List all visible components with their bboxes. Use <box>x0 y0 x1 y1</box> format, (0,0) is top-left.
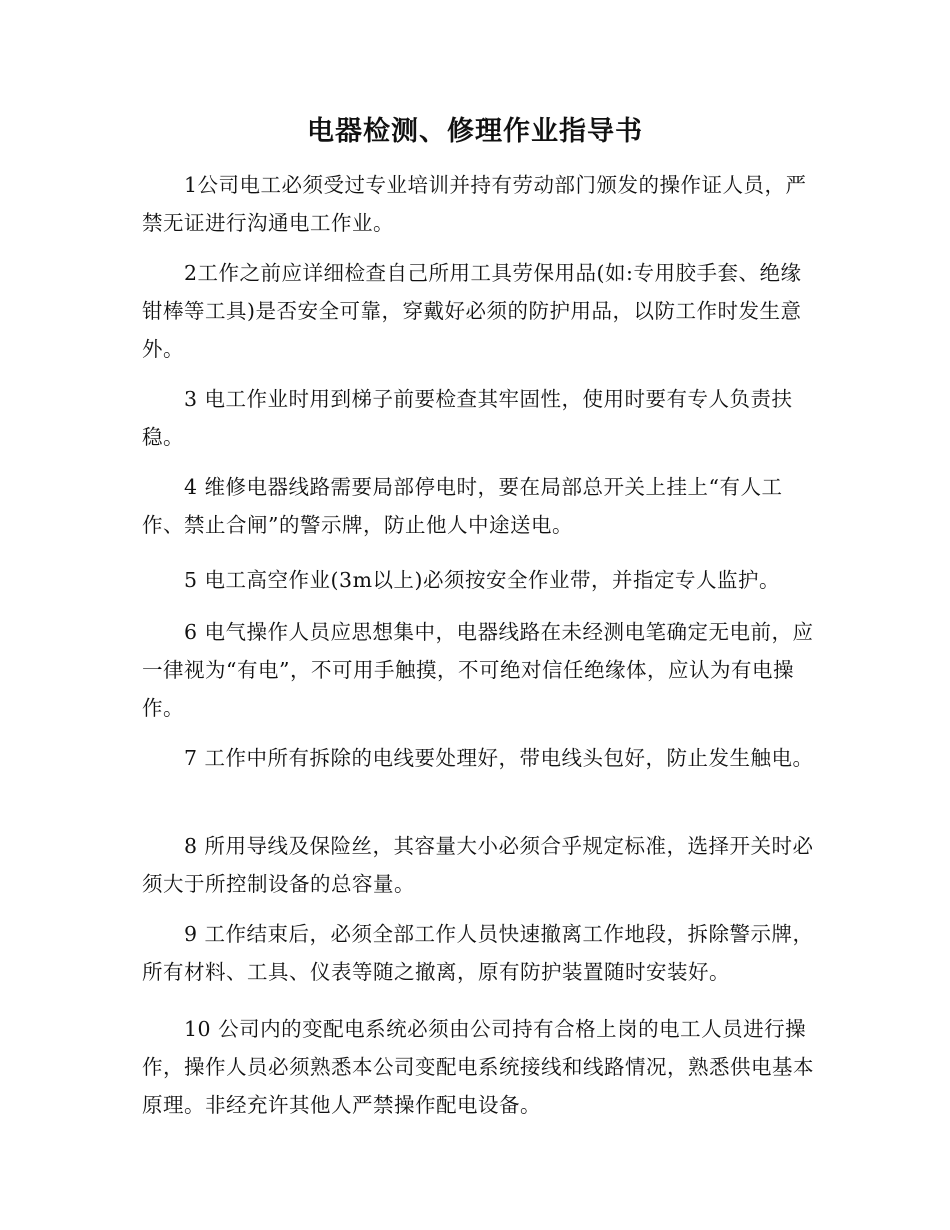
paragraph-item-9: 9 工作结束后，必须全部工作人员快速撤离工作地段，拆除警示牌，所有材料、工具、仪表等随之撤离，原有防护装置随时安装好。 <box>142 922 814 984</box>
paragraph-item-8: 8 所用导线及保险丝，其容量大小必须合乎规定标准，选择开关时必须大于所控制设备的总容量。 <box>142 834 814 896</box>
paragraph-item-6: 6 电气操作人员应思想集中，电器线路在未经测电笔确定无电前，应一律视为“有电”，不可用手触摸，不可绝对信任绝缘体，应认为有电操作。 <box>142 620 814 720</box>
paragraph-item-5: 5 电工高空作业(3m以上)必须按安全作业带，并指定专人监护。 <box>184 568 781 592</box>
paragraph-item-3: 3 电工作业时用到梯子前要检查其牢固性，使用时要有专人负责扶稳。 <box>142 387 793 449</box>
paragraph-item-7: 7 工作中所有拆除的电线要处理好，带电线头包好，防止发生触电。 <box>184 746 814 770</box>
paragraph-item-2: 2工作之前应详细检查自己所用工具劳保用品(如:专用胶手套、绝缘钳棒等工具)是否安全可靠，穿戴好必须的防护用品，以防工作时发生意外。 <box>142 261 802 361</box>
paragraph-item-10: 10 公司内的变配电系统必须由公司持有合格上岗的电工人员进行操作，操作人员必须熟悉本公司变配电系统接线和线路情况，熟悉供电基本原理。非经充许其他人严禁操作配电设备。 <box>142 1017 814 1117</box>
document-title: 电器检测、修理作业指导书 <box>307 116 643 147</box>
paragraph-item-4: 4 维修电器线路需要局部停电时，要在局部总开关上挂上“有人工作、禁止合闸”的警示牌，防止他人中途送电。 <box>142 475 783 537</box>
paragraph-item-1: 1公司电工必须受过专业培训并持有劳动部门颁发的操作证人员，严禁无证进行沟通电工作业。 <box>142 173 807 235</box>
